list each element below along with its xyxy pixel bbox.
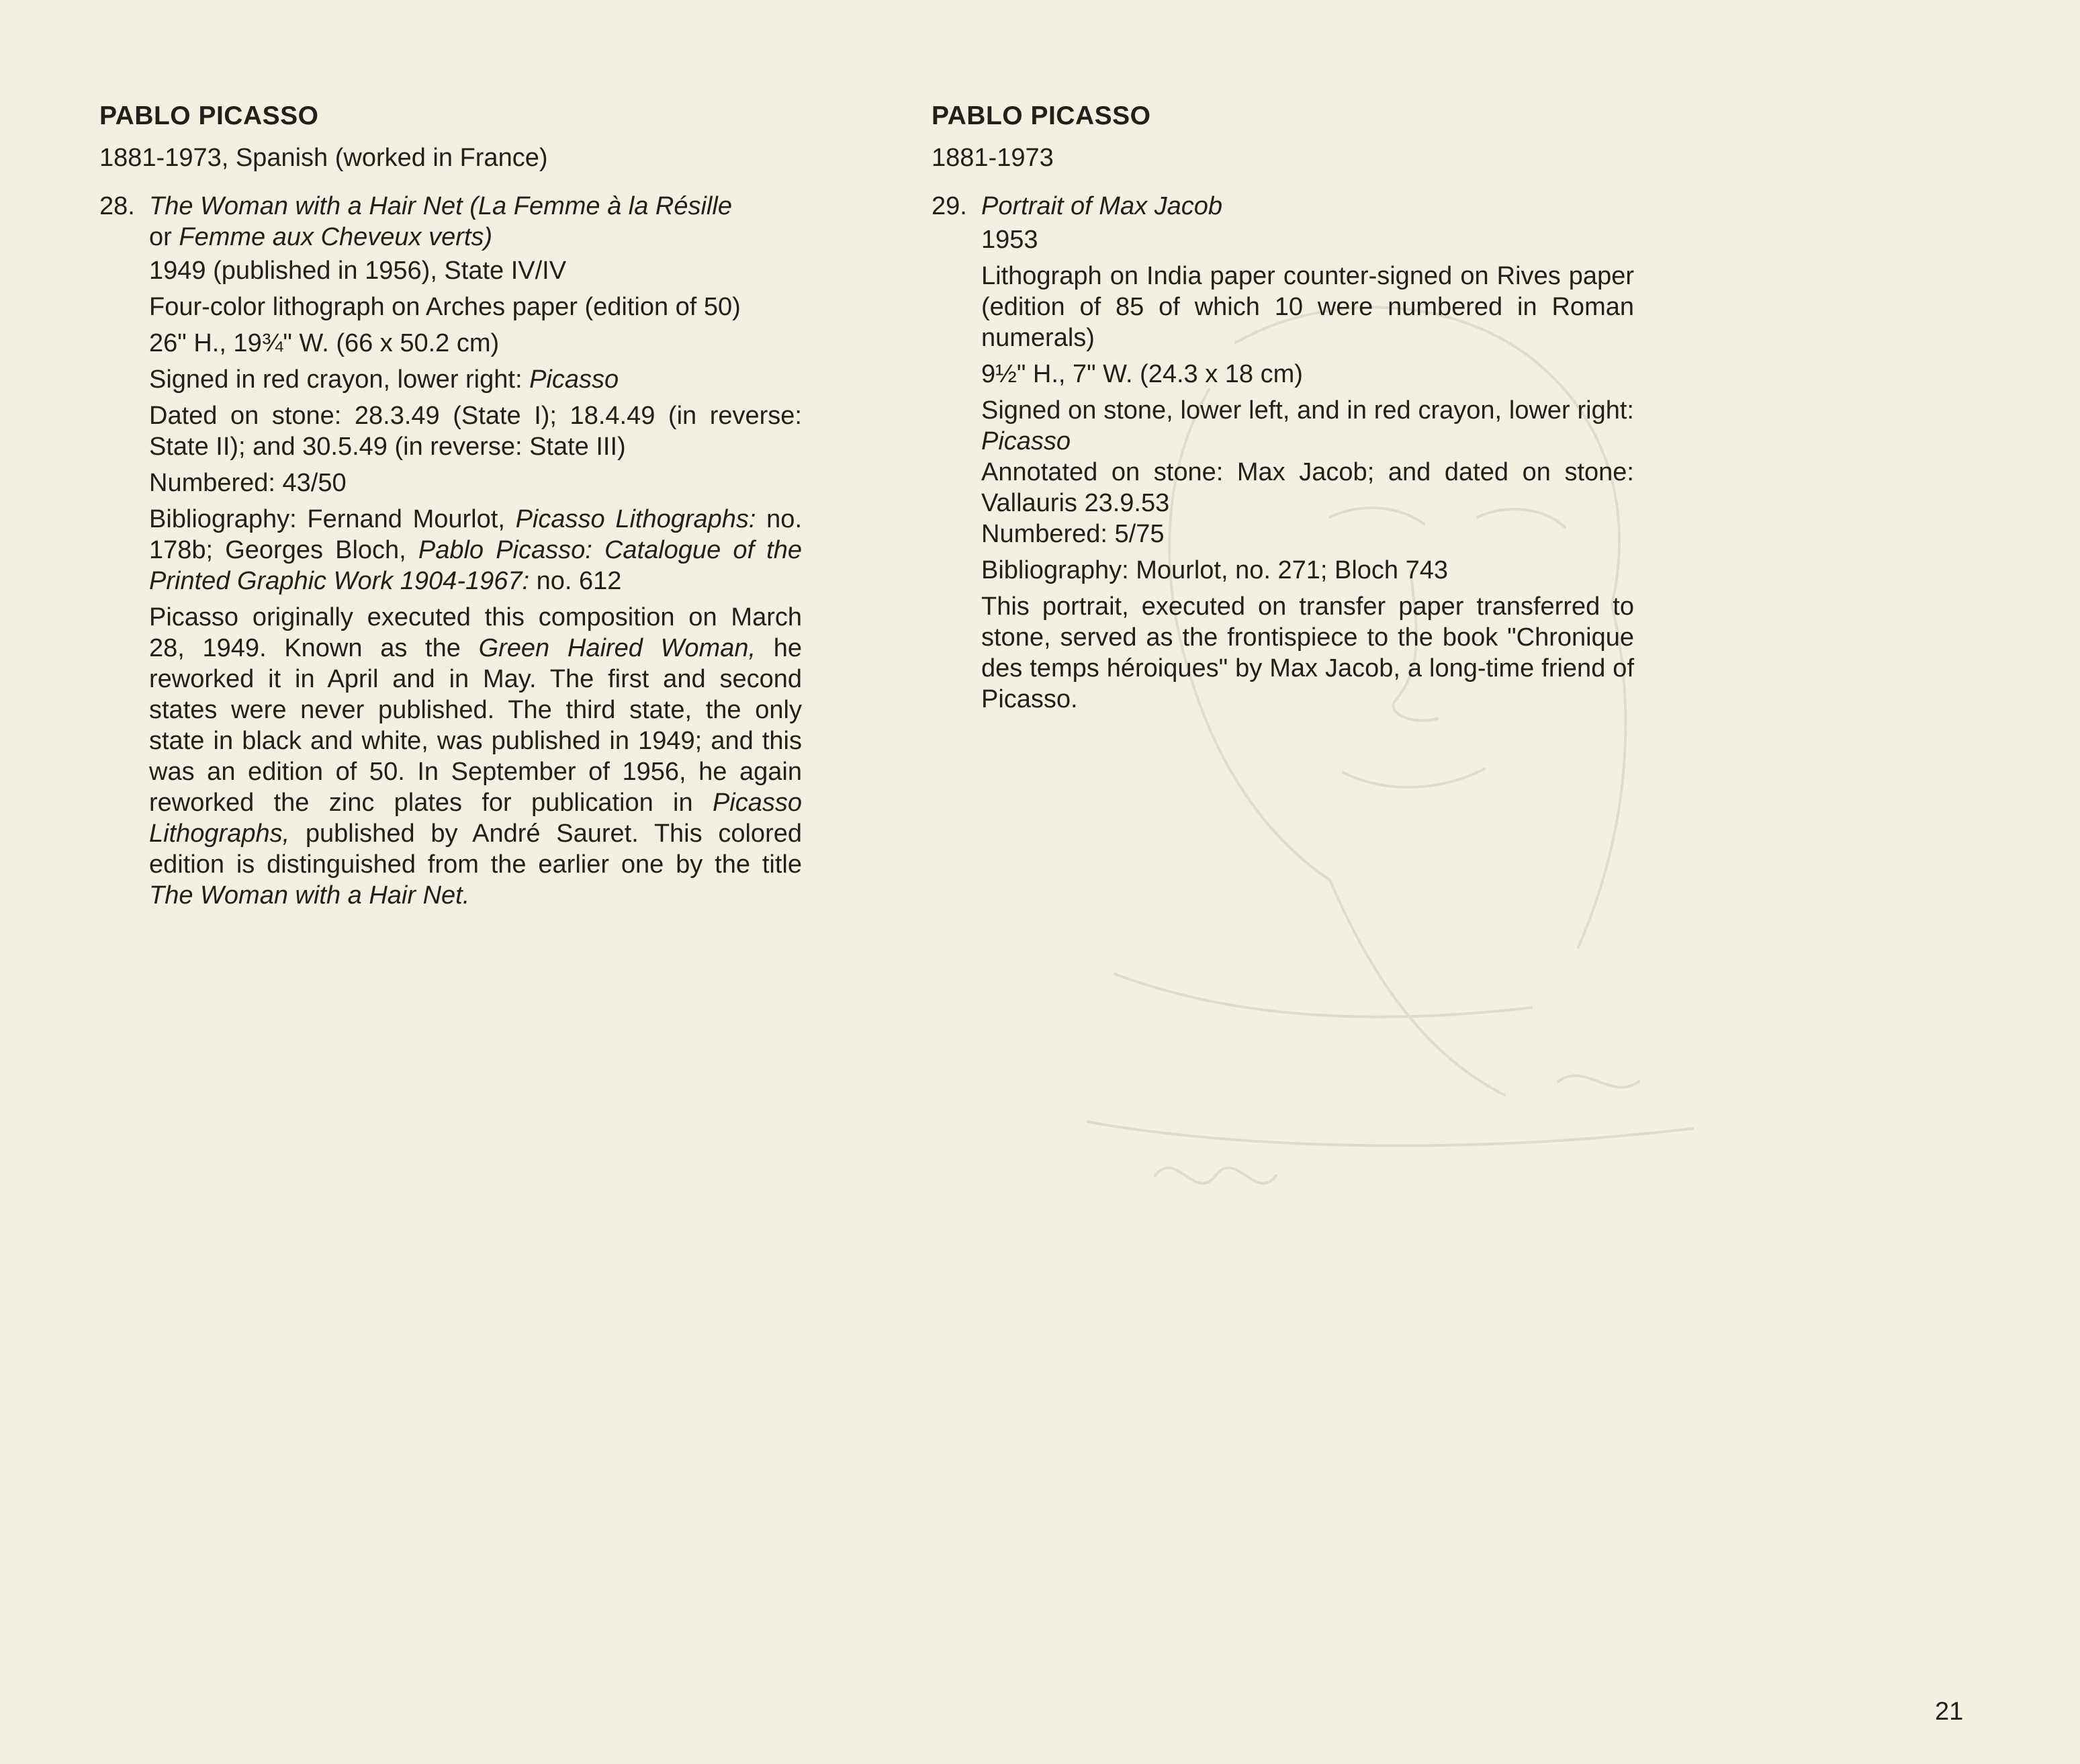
signed-text: Signed in red crayon, lower right:	[149, 365, 530, 394]
note-italic: The Woman with a Hair Net.	[149, 881, 470, 910]
entry-signed	[981, 395, 1634, 457]
entry-medium: Lithograph on India paper counter-signed on Rives paper (edition of 85 of which 10 were numbered in Roman numerals)	[981, 262, 1634, 352]
biblio-part: no. 178b; Georges Bloch,	[149, 505, 803, 564]
entry-signed	[149, 364, 802, 395]
entry-note	[149, 602, 802, 911]
entry-number: 29.	[932, 192, 967, 220]
left-column	[99, 101, 802, 911]
entry-bibliography: Bibliography: Mourlot, no. 271; Bloch 743	[981, 556, 1448, 584]
artist-dates: 1881-1973	[932, 144, 1054, 172]
biblio-part: no. 612	[529, 567, 622, 595]
show-through-text	[826, 116, 920, 854]
biblio-title: Pablo Picasso: Catalogue of the Printed Graphic Work 1904-1967:	[149, 536, 802, 595]
entry-title: Portrait of Max Jacob	[981, 192, 1223, 220]
entry-title-line2-italic: Femme aux Cheveux verts)	[179, 223, 493, 251]
entry-title-line2-plain: or	[149, 223, 179, 251]
entry-title-line1: The Woman with a Hair Net (La Femme à la Résille	[149, 192, 732, 220]
artist-name: PABLO PICASSO	[99, 101, 319, 130]
signed-name: Picasso	[981, 427, 1071, 455]
catalogue-entry	[932, 191, 1634, 715]
entry-annotated: Annotated on stone: Max Jacob; and dated on stone: Vallauris 23.9.53	[981, 458, 1634, 517]
artist-dates: 1881-1973, Spanish (worked in France)	[99, 144, 548, 172]
signed-text: Signed on stone, lower left, and in red crayon, lower right:	[981, 396, 1634, 425]
catalogue-entry	[99, 191, 802, 911]
note-part: he reworked it in April and in May. The first and second states were never published. The third state, the only state in black and white, was published in 1949; and this was an edition of 50. In September of 1956, he again reworked the zinc plates for publication in	[149, 634, 802, 817]
entry-heading	[99, 191, 802, 253]
entry-numbered: Numbered: 43/50	[149, 469, 347, 497]
entry-number: 28.	[99, 192, 135, 220]
entry-title	[149, 191, 802, 253]
note-part: published by André Sauret. This colored edition is distinguished from the earlier one by the title	[149, 820, 802, 879]
entry-medium: Four-color lithograph on Arches paper (edition of 50)	[149, 293, 741, 321]
entry-bibliography	[149, 504, 802, 597]
entry-numbered: Numbered: 5/75	[981, 520, 1165, 548]
note-italic: Picasso Lithographs,	[149, 789, 802, 848]
signed-name: Picasso	[529, 365, 619, 394]
entry-date: 1953	[981, 226, 1038, 254]
note-italic: Green Haired Woman,	[478, 634, 756, 662]
entry-date-state: 1949 (published in 1956), State IV/IV	[149, 257, 567, 285]
right-column	[932, 101, 1634, 715]
biblio-part: Bibliography: Fernand Mourlot,	[149, 505, 516, 533]
entry-dimensions: 26" H., 19¾" W. (66 x 50.2 cm)	[149, 329, 500, 357]
entry-heading	[932, 191, 1634, 222]
entry-dated: Dated on stone: 28.3.49 (State I); 18.4.49 (in reverse: State II); and 30.5.49 (in reverse: State III)	[149, 402, 802, 461]
biblio-title: Picasso Lithographs:	[515, 505, 756, 533]
page-number: 21	[1935, 1697, 1964, 1726]
entry-dimensions: 9½" H., 7" W. (24.3 x 18 cm)	[981, 360, 1303, 388]
artist-name: PABLO PICASSO	[932, 101, 1151, 130]
note-part: Picasso originally executed this composition on March 28, 1949. Known as the	[149, 603, 802, 662]
entry-note: This portrait, executed on transfer paper transferred to stone, served as the frontispiece to the book "Chronique des temps héroiques" by Max Jacob, a long-time friend of Picasso.	[981, 592, 1634, 713]
